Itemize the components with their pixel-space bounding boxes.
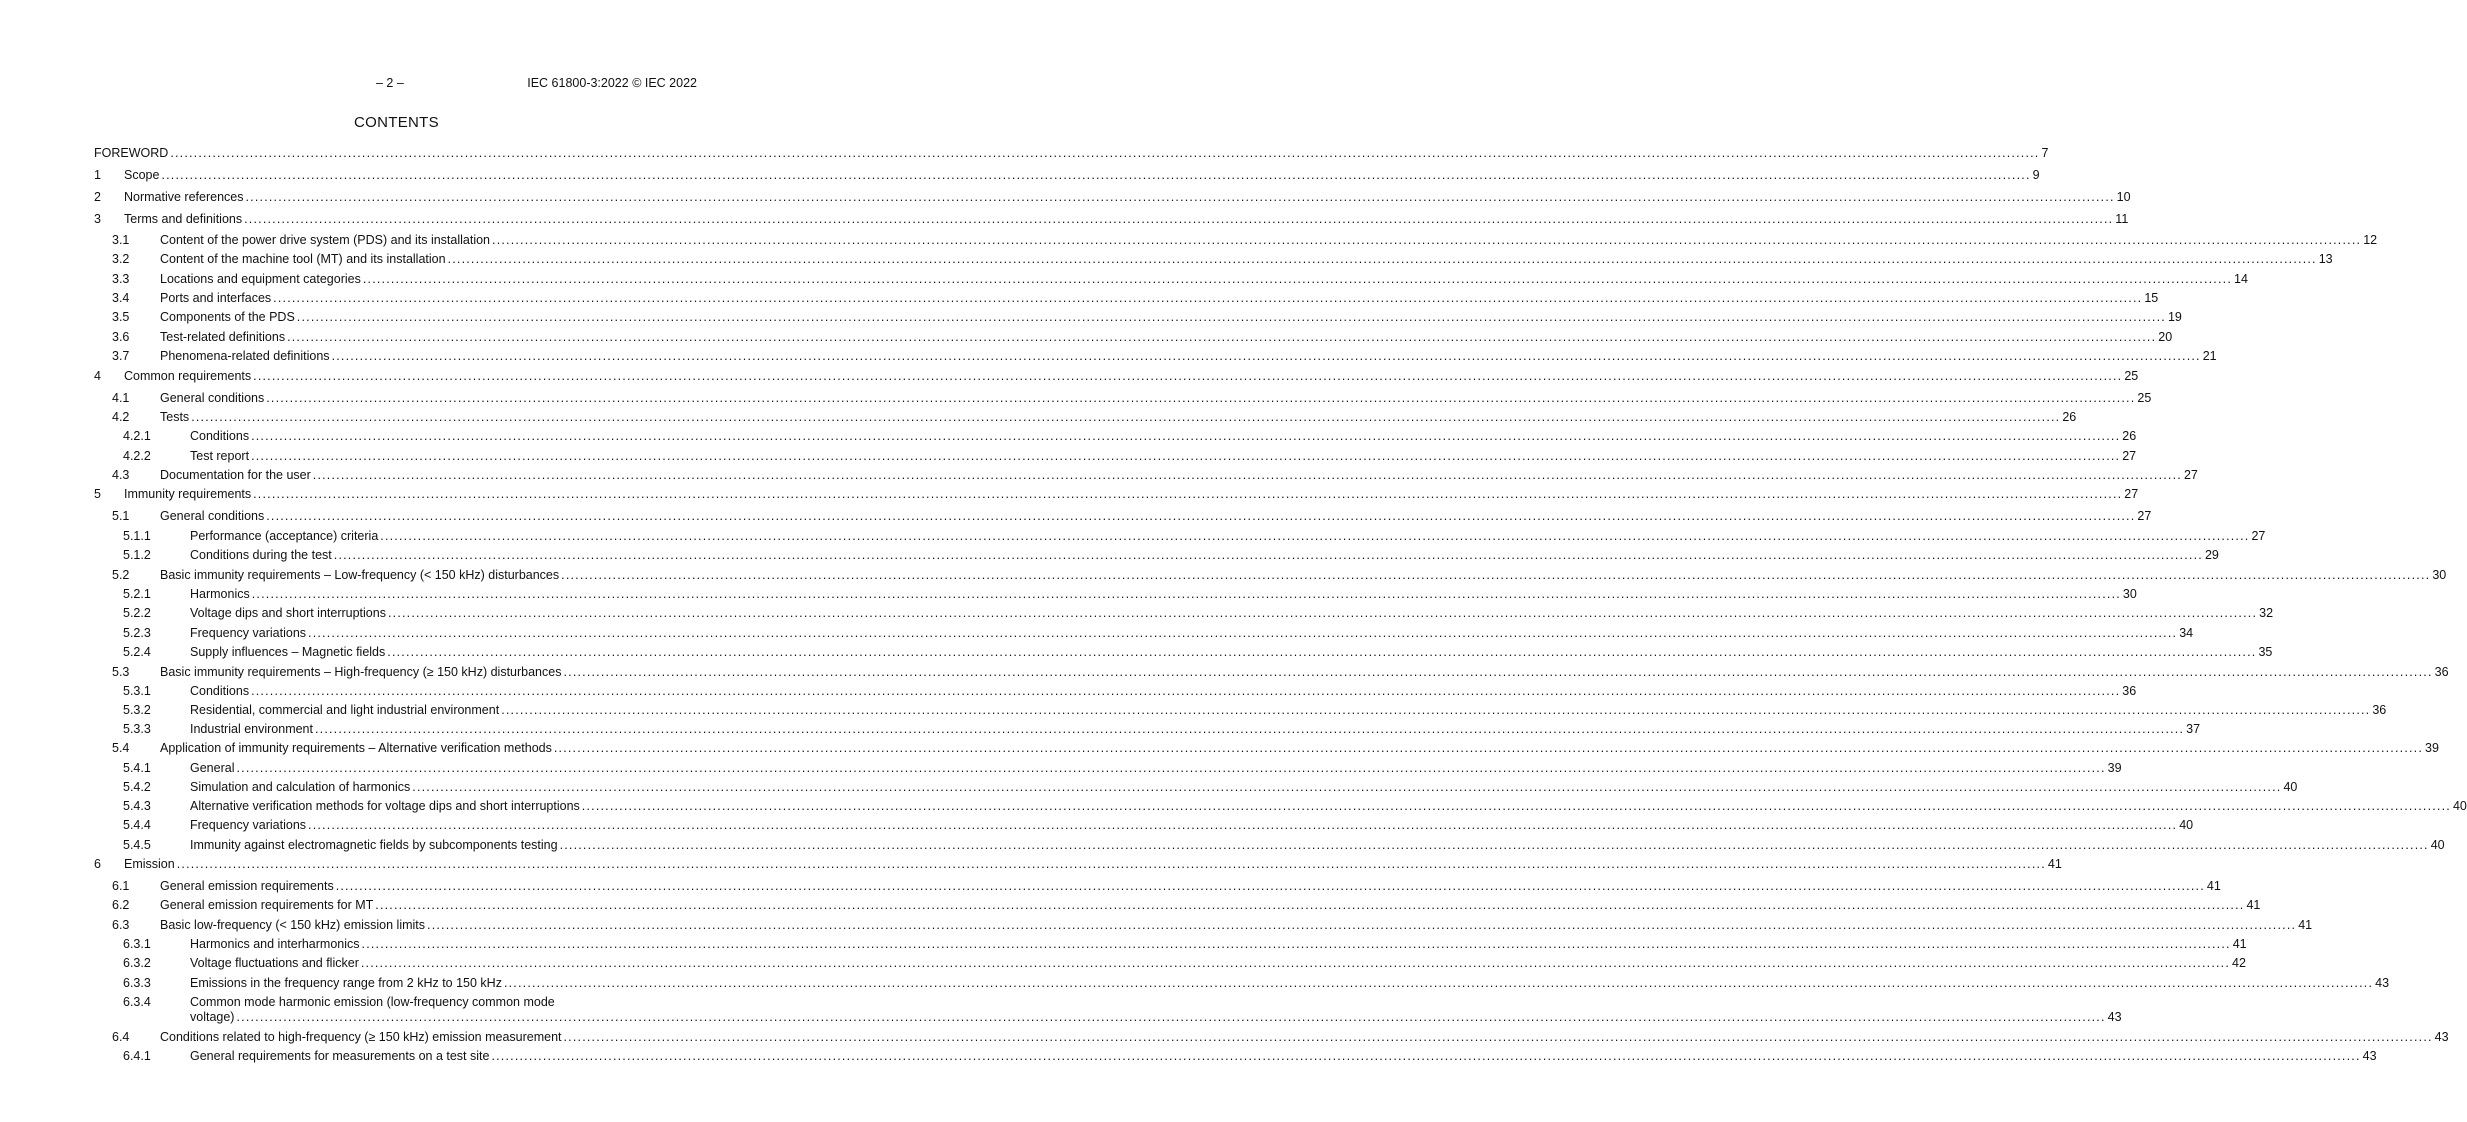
toc-entry[interactable] <box>94 548 2219 563</box>
toc-entry-title: Emissions in the frequency range from 2 kHz to 150 kHz <box>190 976 502 990</box>
toc-entry-page-number: 37 <box>2186 722 2201 736</box>
toc-dot-leader: ................................................................................................................................................................................................................................................................................................................................................................................................................ <box>361 937 2231 951</box>
toc-entry[interactable] <box>94 937 2247 952</box>
toc-entry-number: 5.4.4 <box>123 818 151 832</box>
toc-entry[interactable] <box>94 291 2159 306</box>
toc-entry-number: 3.6 <box>112 330 130 344</box>
toc-dot-leader: ................................................................................................................................................................................................................................................................................................................................................................................................................ <box>161 168 2031 182</box>
toc-entry-number: 6.3.2 <box>123 956 151 970</box>
toc-entry-title: General emission requirements for MT <box>160 898 374 912</box>
toc-dot-leader: ................................................................................................................................................................................................................................................................................................................................................................................................................ <box>380 529 2250 543</box>
toc-entry-page-number: 41 <box>2246 898 2261 912</box>
toc-entry-page-number: 43 <box>2362 1049 2377 1063</box>
toc-entry[interactable] <box>94 818 2194 833</box>
toc-entry-number: 5.4.3 <box>123 799 151 813</box>
toc-entry[interactable] <box>94 449 2137 464</box>
toc-entry-page-number: 36 <box>2434 665 2449 679</box>
toc-entry-title: Conditions <box>190 684 250 698</box>
toc-entry-title: Application of immunity requirements – Alternative verification methods <box>160 741 552 755</box>
toc-entry-page-number: 32 <box>2259 606 2274 620</box>
toc-dot-leader: ................................................................................................................................................................................................................................................................................................................................................................................................................ <box>503 976 2374 990</box>
toc-entry[interactable] <box>94 780 2298 795</box>
toc-entry-number: 4.1 <box>112 391 130 405</box>
toc-entry-page-number: 36 <box>2122 684 2137 698</box>
toc-entry[interactable] <box>94 761 2122 776</box>
toc-dot-leader: ................................................................................................................................................................................................................................................................................................................................................................................................................ <box>375 898 2245 912</box>
toc-entry-number: 4.2.2 <box>123 449 151 463</box>
page-header-number: – 2 – <box>376 76 404 90</box>
toc-entry-page-number: 30 <box>2432 568 2447 582</box>
toc-entry-number: 5.2.2 <box>123 606 151 620</box>
toc-entry-page-number: 27 <box>2124 487 2139 501</box>
toc-entry[interactable] <box>94 626 2194 641</box>
toc-dot-leader: ................................................................................................................................................................................................................................................................................................................................................................................................................ <box>273 291 2143 305</box>
toc-entry-title: General conditions <box>160 391 265 405</box>
toc-entry-number: 6.4 <box>112 1030 130 1044</box>
toc-entry-title: Ports and interfaces <box>160 291 272 305</box>
toc-dot-leader: ................................................................................................................................................................................................................................................................................................................................................................................................................ <box>251 684 2121 698</box>
toc-entry-title: Voltage fluctuations and flicker <box>190 956 359 970</box>
toc-dot-leader: ................................................................................................................................................................................................................................................................................................................................................................................................................ <box>308 626 2178 640</box>
toc-entry-number: 3 <box>94 212 101 226</box>
toc-entry-page-number: 41 <box>2047 857 2062 871</box>
toc-entry[interactable] <box>94 665 2449 680</box>
toc-entry-number: 5 <box>94 487 101 501</box>
toc-dot-leader: ................................................................................................................................................................................................................................................................................................................................................................................................................ <box>191 410 2061 424</box>
toc-dot-leader: ................................................................................................................................................................................................................................................................................................................................................................................................................ <box>491 1049 2361 1063</box>
toc-dot-leader: ................................................................................................................................................................................................................................................................................................................................................................................................................ <box>427 918 2297 932</box>
toc-entry[interactable] <box>94 898 2261 913</box>
toc-entry-title: General <box>190 761 235 775</box>
toc-entry-number: 4 <box>94 369 101 383</box>
toc-dot-leader: ................................................................................................................................................................................................................................................................................................................................................................................................................ <box>561 568 2431 582</box>
toc-dot-leader: ................................................................................................................................................................................................................................................................................................................................................................................................................ <box>360 956 2231 970</box>
toc-entry-page-number: 27 <box>2137 509 2152 523</box>
toc-dot-leader: ................................................................................................................................................................................................................................................................................................................................................................................................................ <box>331 349 2201 363</box>
toc-entry-title: Basic immunity requirements – Low-frequency (< 150 kHz) disturbances <box>160 568 560 582</box>
toc-dot-leader: ................................................................................................................................................................................................................................................................................................................................................................................................................ <box>170 146 2040 160</box>
toc-entry[interactable] <box>94 468 2198 483</box>
toc-entry-page-number: 26 <box>2062 410 2077 424</box>
toc-entry-title: Basic low-frequency (< 150 kHz) emission limits <box>160 918 426 932</box>
toc-entry-page-number: 13 <box>2318 252 2333 266</box>
toc-entry-title: Test-related definitions <box>160 330 286 344</box>
toc-entry-number: 5.2.1 <box>123 587 151 601</box>
toc-entry-title: FOREWORD <box>94 146 169 160</box>
toc-dot-leader: ................................................................................................................................................................................................................................................................................................................................................................................................................ <box>563 665 2433 679</box>
toc-entry-number: 4.2 <box>112 410 130 424</box>
toc-entry[interactable] <box>94 799 2467 814</box>
toc-entry[interactable] <box>94 645 2273 660</box>
toc-entry[interactable] <box>94 212 2129 227</box>
toc-entry-page-number: 10 <box>2116 190 2131 204</box>
toc-entry-page-number: 27 <box>2251 529 2266 543</box>
toc-entry[interactable] <box>94 568 2447 583</box>
toc-entry[interactable] <box>94 349 2217 364</box>
toc-dot-leader: ................................................................................................................................................................................................................................................................................................................................................................................................................ <box>176 857 2046 871</box>
toc-entry-number: 6.4.1 <box>123 1049 151 1063</box>
toc-dot-leader: ................................................................................................................................................................................................................................................................................................................................................................................................................ <box>314 722 2185 736</box>
toc-entry-number: 6.3.3 <box>123 976 151 990</box>
toc-entry-title: Content of the machine tool (MT) and its installation <box>160 252 446 266</box>
toc-dot-leader: ................................................................................................................................................................................................................................................................................................................................................................................................................ <box>266 391 2136 405</box>
toc-entry-number: 6 <box>94 857 101 871</box>
toc-entry-number: 5.3.1 <box>123 684 151 698</box>
toc-entry-number: 2 <box>94 190 101 204</box>
toc-entry-number: 5.4.5 <box>123 838 151 852</box>
toc-entry[interactable] <box>94 606 2274 621</box>
toc-entry-number: 5.1.1 <box>123 529 151 543</box>
toc-dot-leader: ................................................................................................................................................................................................................................................................................................................................................................................................................ <box>236 1010 2106 1024</box>
toc-dot-leader: ................................................................................................................................................................................................................................................................................................................................................................................................................ <box>251 449 2121 463</box>
toc-entry-title: Alternative verification methods for voltage dips and short interruptions <box>190 799 580 813</box>
toc-entry[interactable] <box>94 587 2137 602</box>
toc-entry-page-number: 40 <box>2283 780 2298 794</box>
toc-entry[interactable] <box>94 684 2137 699</box>
toc-entry-number: 5.4 <box>112 741 130 755</box>
toc-entry-page-number: 39 <box>2107 761 2122 775</box>
toc-entry-title: Conditions during the test <box>190 548 332 562</box>
toc-entry-title-continuation: voltage) <box>190 1010 235 1024</box>
toc-dot-leader: ................................................................................................................................................................................................................................................................................................................................................................................................................ <box>308 818 2178 832</box>
toc-entry[interactable] <box>94 722 2201 737</box>
toc-entry-number: 3.3 <box>112 272 130 286</box>
toc-entry-number: 5.1.2 <box>123 548 151 562</box>
toc-dot-leader: ................................................................................................................................................................................................................................................................................................................................................................................................................ <box>296 310 2166 324</box>
toc-entry-title: Conditions related to high-frequency (≥ 150 kHz) emission measurement <box>160 1030 562 1044</box>
toc-entry[interactable] <box>94 330 2173 345</box>
toc-entry-page-number: 9 <box>2032 168 2040 182</box>
toc-entry-number: 3.7 <box>112 349 130 363</box>
toc-entry-number: 6.3 <box>112 918 130 932</box>
toc-entry-title: Simulation and calculation of harmonics <box>190 780 411 794</box>
toc-entry-title: General conditions <box>160 509 265 523</box>
toc-dot-leader: ................................................................................................................................................................................................................................................................................................................................................................................................................ <box>312 468 2182 482</box>
toc-entry-page-number: 27 <box>2122 449 2137 463</box>
toc-entry-title: Harmonics and interharmonics <box>190 937 360 951</box>
toc-entry-page-number: 41 <box>2298 918 2313 932</box>
toc-entry-number: 3.2 <box>112 252 130 266</box>
toc-entry[interactable] <box>94 168 2040 183</box>
toc-entry-number: 1 <box>94 168 101 182</box>
toc-entry-title: Frequency variations <box>190 818 307 832</box>
toc-dot-leader: ................................................................................................................................................................................................................................................................................................................................................................................................................ <box>287 330 2157 344</box>
toc-entry[interactable] <box>94 369 2139 384</box>
toc-entry[interactable] <box>94 190 2131 205</box>
toc-entry-page-number: 43 <box>2107 1010 2122 1024</box>
toc-entry-title: Terms and definitions <box>124 212 243 226</box>
toc-dot-leader: ................................................................................................................................................................................................................................................................................................................................................................................................................ <box>553 741 2424 755</box>
toc-entry-title: Residential, commercial and light industrial environment <box>190 703 500 717</box>
toc-entry-page-number: 41 <box>2206 879 2221 893</box>
toc-entry-title: Scope <box>124 168 160 182</box>
toc-entry-page-number: 14 <box>2234 272 2248 286</box>
toc-dot-leader: ................................................................................................................................................................................................................................................................................................................................................................................................................ <box>447 252 2317 266</box>
toc-entry-number: 6.3.4 <box>123 995 151 1009</box>
toc-entry-number: 4.2.1 <box>123 429 151 443</box>
toc-dot-leader: ................................................................................................................................................................................................................................................................................................................................................................................................................ <box>335 879 2205 893</box>
toc-dot-leader: ................................................................................................................................................................................................................................................................................................................................................................................................................ <box>266 509 2136 523</box>
toc-entry-title: Voltage dips and short interruptions <box>190 606 386 620</box>
toc-entry[interactable] <box>94 410 2077 425</box>
toc-entry-title: Harmonics <box>190 587 250 601</box>
toc-entry-number: 6.2 <box>112 898 130 912</box>
toc-entry-page-number: 7 <box>2041 146 2049 160</box>
toc-entry-page-number: 25 <box>2137 391 2152 405</box>
toc-entry-title: Locations and equipment categories <box>160 272 361 286</box>
toc-entry-page-number: 43 <box>2434 1030 2449 1044</box>
toc-entry-number: 3.4 <box>112 291 130 305</box>
toc-entry-page-number: 21 <box>2202 349 2217 363</box>
toc-entry-title: Phenomena-related definitions <box>160 349 330 363</box>
toc-entry-title: General emission requirements <box>160 879 334 893</box>
toc-entry[interactable] <box>94 741 2439 756</box>
toc-entry-page-number: 30 <box>2122 587 2137 601</box>
toc-entry-page-number: 25 <box>2124 369 2139 383</box>
toc-entry-title: Immunity against electromagnetic fields by subcomponents testing <box>190 838 558 852</box>
toc-entry-page-number: 20 <box>2158 330 2173 344</box>
toc-entry-number: 5.3.2 <box>123 703 151 717</box>
toc-entry-title: Frequency variations <box>190 626 307 640</box>
toc-dot-leader: ................................................................................................................................................................................................................................................................................................................................................................................................................ <box>581 799 2451 813</box>
toc-dot-leader: ................................................................................................................................................................................................................................................................................................................................................................................................................ <box>253 369 2123 383</box>
toc-entry[interactable] <box>94 429 2137 444</box>
toc-dot-leader: ................................................................................................................................................................................................................................................................................................................................................................................................................ <box>412 780 2282 794</box>
toc-entry-title: Components of the PDS <box>160 310 295 324</box>
toc-entry-number: 5.2 <box>112 568 130 582</box>
toc-dot-leader: ................................................................................................................................................................................................................................................................................................................................................................................................................ <box>244 212 2114 226</box>
toc-entry[interactable] <box>94 995 2122 1025</box>
toc-entry-page-number: 27 <box>2183 468 2198 482</box>
toc-entry-title: Immunity requirements <box>124 487 252 501</box>
toc-entry[interactable] <box>94 879 2221 894</box>
toc-entry[interactable] <box>94 272 2248 287</box>
toc-entry-page-number: 11 <box>2115 212 2129 226</box>
toc-dot-leader: ................................................................................................................................................................................................................................................................................................................................................................................................................ <box>559 838 2429 852</box>
toc-dot-leader: ................................................................................................................................................................................................................................................................................................................................................................................................................ <box>236 761 2106 775</box>
toc-dot-leader: ................................................................................................................................................................................................................................................................................................................................................................................................................ <box>563 1030 2433 1044</box>
toc-entry-page-number: 26 <box>2122 429 2137 443</box>
toc-entry[interactable] <box>94 857 2062 872</box>
toc-entry[interactable] <box>94 976 2390 991</box>
toc-entry-page-number: 19 <box>2167 310 2182 324</box>
toc-entry-number: 5.3 <box>112 665 130 679</box>
toc-entry[interactable] <box>94 233 2378 248</box>
toc-entry[interactable] <box>94 918 2313 933</box>
toc-entry[interactable] <box>94 838 2445 853</box>
toc-entry-number: 6.1 <box>112 879 130 893</box>
toc-entry-title: Test report <box>190 449 250 463</box>
toc-dot-leader: ................................................................................................................................................................................................................................................................................................................................................................................................................ <box>362 272 2233 286</box>
toc-entry-number: 6.3.1 <box>123 937 151 951</box>
toc-entry-title: Documentation for the user <box>160 468 311 482</box>
toc-entry-title: Conditions <box>190 429 250 443</box>
toc-dot-leader: ................................................................................................................................................................................................................................................................................................................................................................................................................ <box>333 548 2203 562</box>
toc-dot-leader: ................................................................................................................................................................................................................................................................................................................................................................................................................ <box>245 190 2115 204</box>
toc-entry[interactable] <box>94 252 2333 267</box>
toc-entry-page-number: 15 <box>2144 291 2159 305</box>
toc-dot-leader: ................................................................................................................................................................................................................................................................................................................................................................................................................ <box>387 645 2257 659</box>
toc-entry[interactable] <box>94 509 2152 524</box>
toc-entry-number: 5.4.2 <box>123 780 151 794</box>
toc-entry-page-number: 29 <box>2204 548 2219 562</box>
toc-entry-title: Performance (acceptance) criteria <box>190 529 379 543</box>
toc-entry-title: Common requirements <box>124 369 252 383</box>
toc-dot-leader: ................................................................................................................................................................................................................................................................................................................................................................................................................ <box>492 233 2362 247</box>
toc-entry-number: 3.5 <box>112 310 130 324</box>
toc-entry-title: General requirements for measurements on a test site <box>190 1049 490 1063</box>
toc-entry-title: Basic immunity requirements – High-frequency (≥ 150 kHz) disturbances <box>160 665 562 679</box>
toc-dot-leader: ................................................................................................................................................................................................................................................................................................................................................................................................................ <box>251 587 2121 601</box>
toc-entry-number: 5.4.1 <box>123 761 151 775</box>
toc-entry-page-number: 40 <box>2430 838 2445 852</box>
toc-entry[interactable] <box>94 529 2266 544</box>
toc-entry-page-number: 40 <box>2452 799 2467 813</box>
toc-entry-page-number: 35 <box>2258 645 2273 659</box>
toc-entry-title: Industrial environment <box>190 722 313 736</box>
toc-dot-leader: ................................................................................................................................................................................................................................................................................................................................................................................................................ <box>387 606 2258 620</box>
toc-dot-leader: ................................................................................................................................................................................................................................................................................................................................................................................................................ <box>251 429 2121 443</box>
toc-entry-title: Emission <box>124 857 175 871</box>
toc-entry[interactable] <box>94 1049 2377 1064</box>
toc-entry-number: 5.2.3 <box>123 626 151 640</box>
toc-entry-title: Content of the power drive system (PDS) and its installation <box>160 233 491 247</box>
toc-entry-page-number: 39 <box>2425 741 2439 755</box>
toc-entry-number: 3.1 <box>112 233 130 247</box>
toc-entry[interactable] <box>94 310 2182 325</box>
toc-entry-number: 5.3.3 <box>123 722 151 736</box>
toc-entry-page-number: 43 <box>2375 976 2390 990</box>
toc-entry-title: Normative references <box>124 190 244 204</box>
toc-entry-number: 5.1 <box>112 509 130 523</box>
toc-entry-page-number: 36 <box>2372 703 2387 717</box>
toc-entry[interactable] <box>94 391 2152 406</box>
page-header-document-id: IEC 61800-3:2022 © IEC 2022 <box>527 76 697 90</box>
toc-entry[interactable] <box>94 703 2387 718</box>
toc-entry-page-number: 40 <box>2179 818 2194 832</box>
toc-entry[interactable] <box>94 1030 2449 1045</box>
toc-entry[interactable] <box>94 956 2246 971</box>
toc-entry-number: 4.3 <box>112 468 130 482</box>
toc-entry[interactable] <box>94 146 2049 161</box>
contents-title: CONTENTS <box>354 114 439 131</box>
toc-dot-leader: ................................................................................................................................................................................................................................................................................................................................................................................................................ <box>501 703 2371 717</box>
toc-entry-number: 5.2.4 <box>123 645 151 659</box>
toc-entry-page-number: 42 <box>2232 956 2246 970</box>
toc-entry-title: Common mode harmonic emission (low-frequency common mode <box>190 995 555 1009</box>
toc-entry-title: Supply influences – Magnetic fields <box>190 645 386 659</box>
toc-entry-title: Tests <box>160 410 190 424</box>
toc-entry-page-number: 12 <box>2363 233 2378 247</box>
toc-entry[interactable] <box>94 487 2139 502</box>
toc-entry-page-number: 41 <box>2232 937 2247 951</box>
toc-entry-page-number: 34 <box>2179 626 2194 640</box>
toc-dot-leader: ................................................................................................................................................................................................................................................................................................................................................................................................................ <box>253 487 2123 501</box>
